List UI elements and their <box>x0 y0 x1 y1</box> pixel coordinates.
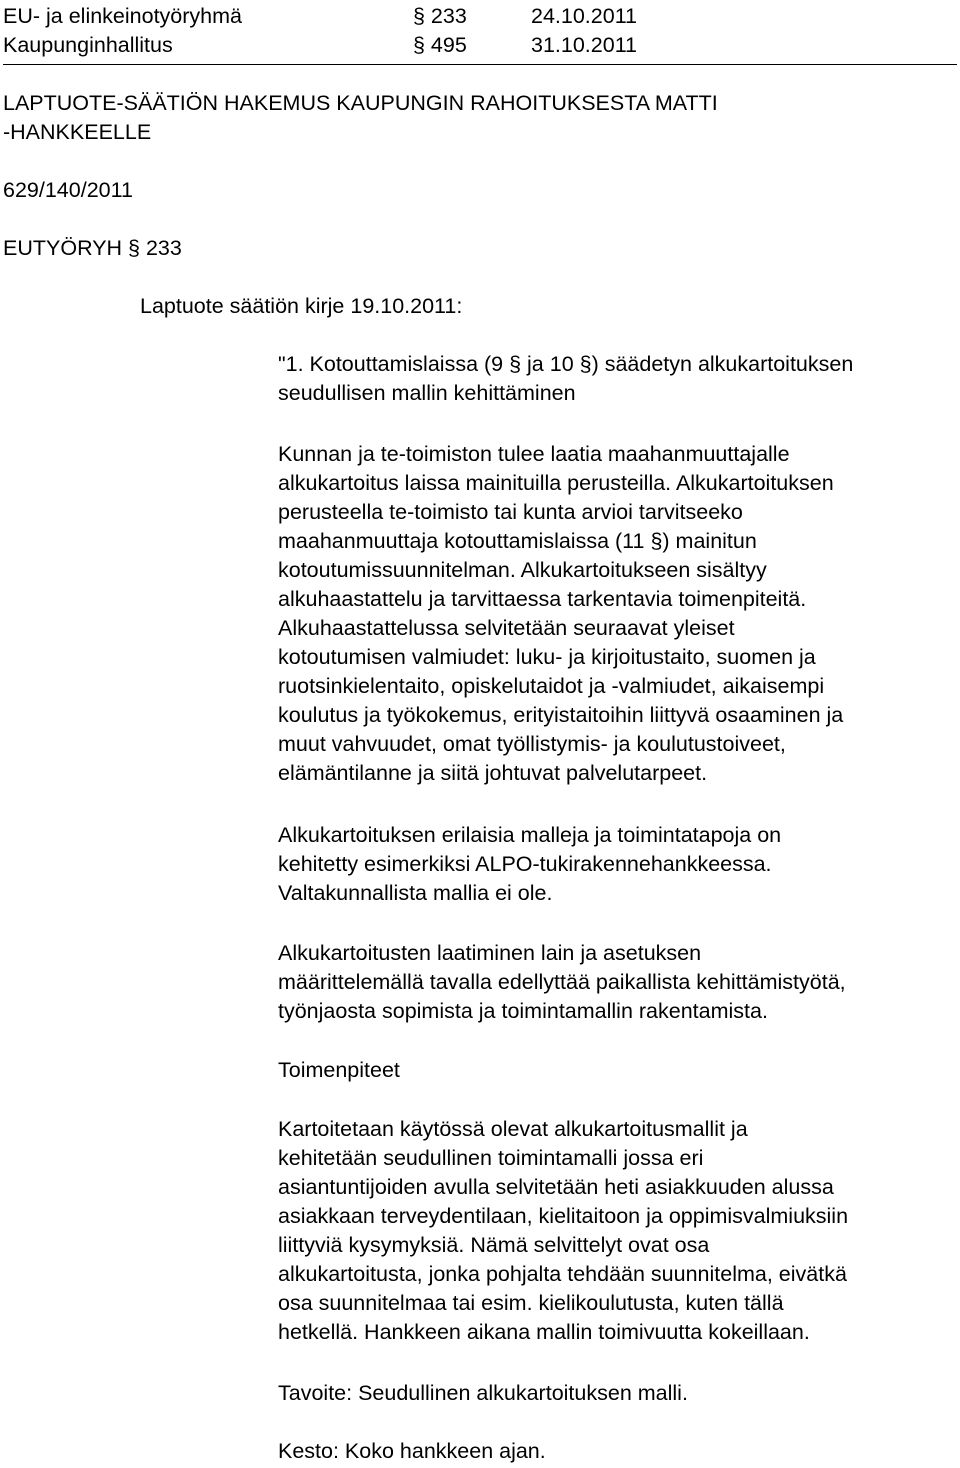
paragraph-line: asiantuntijoiden avulla selvitetään heti asiakkuuden alussa <box>278 1175 834 1199</box>
paragraph-line: perusteella te-toimisto tai kunta arvioi tarvitseeko <box>278 500 743 524</box>
paragraph-line: Kartoitetaan käytössä olevat alkukartoitusmallit ja <box>278 1117 748 1141</box>
paragraph-line: Tavoite: Seudullinen alkukartoituksen malli. <box>278 1381 688 1405</box>
paragraph-laatiminen <box>278 939 846 1026</box>
paragraph-line: Kesto: Koko hankkeen ajan. <box>278 1439 546 1463</box>
committee-line: EUTYÖRYH § 233 <box>3 236 182 260</box>
header-section: § 233 <box>413 4 467 28</box>
paragraph-line: osa suunnitelmaa tai esim. kielikoulutusta, kuten tällä <box>278 1291 784 1315</box>
paragraph-line: kotoutumisen valmiudet: luku- ja kirjoitustaito, suomen ja <box>278 645 816 669</box>
paragraph-line: Alkuhaastattelussa selvitetään seuraavat yleiset <box>278 616 735 640</box>
paragraph-line: kotoutumissuunnitelman. Alkukartoitukseen sisältyy <box>278 558 767 582</box>
paragraph-alkukartoitus <box>278 440 843 788</box>
paragraph-line: asiakkaan terveydentilaan, kielitaitoon ja oppimisvalmiuksiin <box>278 1204 849 1228</box>
paragraph-line: "1. Kotouttamislaissa (9 § ja 10 §) säädetyn alkukartoituksen <box>278 352 854 376</box>
paragraph-line: Toimenpiteet <box>278 1058 400 1082</box>
document-title <box>3 89 718 147</box>
paragraph-line: hetkellä. Hankkeen aikana mallin toimivuutta kokeillaan. <box>278 1320 810 1344</box>
paragraph-line: elämäntilanne ja siitä johtuvat palvelutarpeet. <box>278 761 708 785</box>
section-heading-toimenpiteet <box>278 1056 400 1085</box>
paragraph-line: Alkukartoituksen erilaisia malleja ja toimintatapoja on <box>278 823 782 847</box>
letter-intro: Laptuote säätiön kirje 19.10.2011: <box>140 294 463 318</box>
paragraph-line: koulutus ja työkokemus, erityistaitoihin liittyvä osaaminen ja <box>278 703 844 727</box>
paragraph-line: kehitetty esimerkiksi ALPO-tukirakennehankkeessa. <box>278 852 772 876</box>
header-section: § 495 <box>413 33 467 57</box>
header-divider <box>3 64 957 65</box>
paragraph-line: seudullisen mallin kehittäminen <box>278 381 576 405</box>
paragraph-line: ruotsinkielentaito, opiskelutaidot ja -valmiudet, aikaisempi <box>278 674 825 698</box>
paragraph-line: alkukartoitus laissa mainituilla perusteilla. Alkukartoituksen <box>278 471 834 495</box>
header-org: EU- ja elinkeinotyöryhmä <box>3 4 242 28</box>
paragraph-line: Alkukartoitusten laatiminen lain ja asetuksen <box>278 941 702 965</box>
paragraph-line: Valtakunnallista mallia ei ole. <box>278 881 553 905</box>
header-date: 24.10.2011 <box>531 4 638 28</box>
header-org: Kaupunginhallitus <box>3 33 173 57</box>
paragraph-line: maahanmuuttaja kotouttamislaissa (11 §) mainitun <box>278 529 757 553</box>
paragraph-line: liittyviä kysymyksiä. Nämä selvittelyt ovat osa <box>278 1233 710 1257</box>
paragraph-kartoitetaan <box>278 1115 848 1347</box>
paragraph-kesto <box>278 1437 546 1466</box>
paragraph-line: kehitetään seudullinen toimintamalli jossa eri <box>278 1146 704 1170</box>
paragraph-line: muut vahvuudet, omat työllistymis- ja koulutustoiveet, <box>278 732 786 756</box>
paragraph-malleja <box>278 821 781 908</box>
title-line: -HANKKEELLE <box>3 120 152 144</box>
paragraph-line: Kunnan ja te-toimiston tulee laatia maahanmuuttajalle <box>278 442 790 466</box>
reference-number: 629/140/2011 <box>3 178 133 202</box>
title-line: LAPTUOTE-SÄÄTIÖN HAKEMUS KAUPUNGIN RAHOITUKSESTA MATTI <box>3 91 718 115</box>
paragraph-line: määrittelemällä tavalla edellyttää paikallista kehittämistyötä, <box>278 970 846 994</box>
paragraph-line: alkukartoitusta, jonka pohjalta tehdään suunnitelma, eivätkä <box>278 1262 847 1286</box>
header-date: 31.10.2011 <box>531 33 638 57</box>
paragraph-tavoite <box>278 1379 688 1408</box>
paragraph-heading <box>278 350 853 408</box>
paragraph-line: alkuhaastattelu ja tarvittaessa tarkentavia toimenpiteitä. <box>278 587 807 611</box>
paragraph-line: työnjaosta sopimista ja toimintamallin rakentamista. <box>278 999 768 1023</box>
